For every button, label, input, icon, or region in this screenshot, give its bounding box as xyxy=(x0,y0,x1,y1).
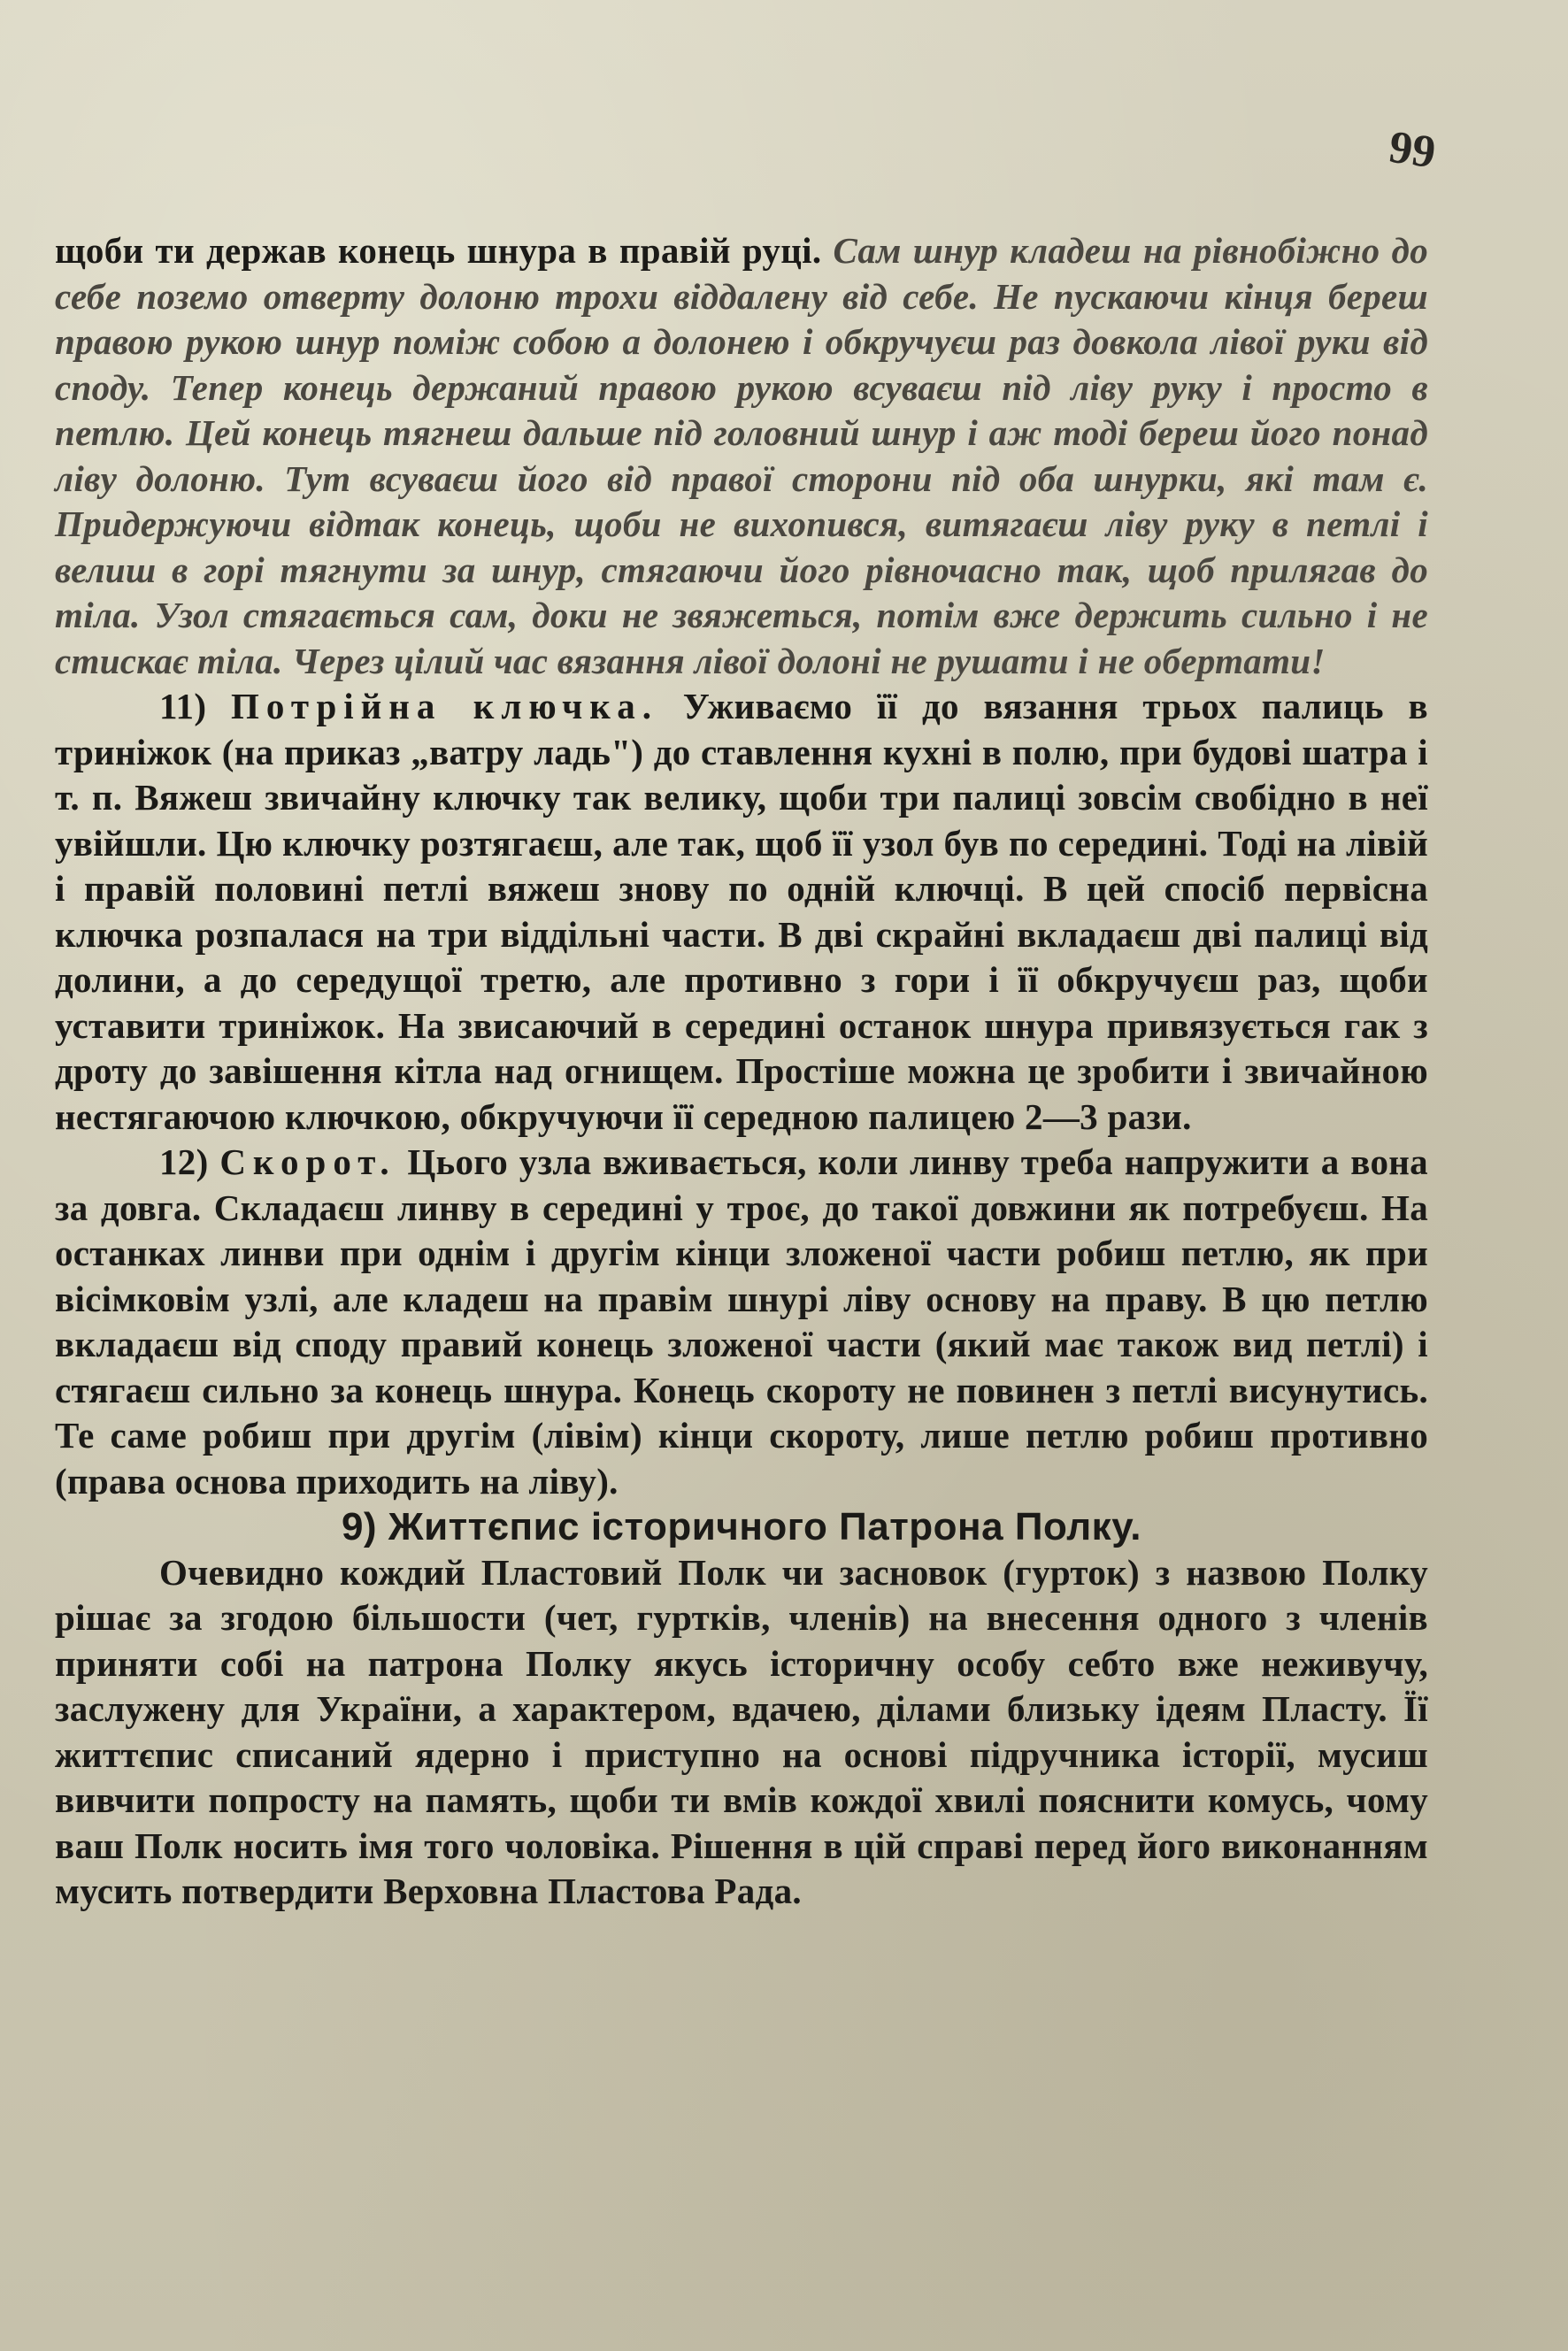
item-number: 11) xyxy=(159,686,207,726)
paragraph-text: Цього узла вживається, коли линву треба напружити а вона за довга. Складаєш линву в середині у троє, до такої довжини як потребуєш. На останках линви при однім і другім кінци зложеної части робиш петлю, як при вісімковім узлі, але кладеш на правім шнурі ліву основу на праву. В цю петлю вкладаєш від споду правий конець зложеної части (який має також вид петлі) і стягаєш сильно за конець шнура. Конець скороту не повинен з петлі висунутись. Те саме робиш при другім (лівім) кінци скороту, лише петлю робиш противно (права основа приходить на ліву). xyxy=(55,1141,1428,1502)
paragraph-text: Уживаємо її до вязання трьох палиць в триніжок (на приказ „ватру ладь") до ставлення кухні в полю, при будові шатра і т. п. Вяжеш звичайну ключку так велику, щоби три палиці зовсім свобідно в неї увійшли. Цю ключку розтягаєш, але так, щоб її узол був по середині. Тоді на лівій і правій половині петлі вяжеш знову по одній ключці. В цей спосіб первісна ключка розпалася на три віддільні части. В дві скрайні вкладаєш дві палиці від долини, а до середущої третю, але противно з гори і її обкручуєш раз, щоби уставити триніжок. На звисаючий в середині останок шнура привязується гак з дроту до завішення кітла над огнищем. Простіше можна це зробити і звичайною нестягаючою ключкою, обкручуючи її середною палицею 2—3 рази. xyxy=(55,686,1428,1137)
paragraph-sheepshank xyxy=(55,1140,1428,1504)
paragraph-text: щоби ти держав конець шнура в правій руці. xyxy=(55,230,822,271)
item-term: Потрійна ключка. xyxy=(230,686,659,726)
page-number: 99 xyxy=(1386,121,1439,179)
paragraph-patron-biography xyxy=(55,1550,1428,1915)
paragraph-triple-hitch xyxy=(55,684,1428,1140)
paragraph-knot-continuation xyxy=(55,228,1428,684)
paragraph-text-faded: Сам шнур кладеш на рівнобіжно до себе поземо отверту долоню трохи віддалену від себе. Не пускаючи кінця береш правою рукою шнур поміж собою а долонею і обкручуєш раз довкола лівої руки від споду. Тепер конець держаний правою рукою всуваєш під ліву руку і просто в петлю. Цей конець тягнеш дальше під головний шнур і аж тоді береш його понад ліву долоню. Тут всуваєш його від правої сторони під оба шнурки, які там є. Придержуючи відтак конець, щоби не вихопився, витягаєш ліву руку в петлі і велиш в горі тягнути за шнур, стягаючи його рівночасно так, щоб прилягав до тіла. Узол стягається сам, доки не звяжеться, потім вже держить сильно і не стискає тіла. Через цілий час вязання лівої долоні не рушати і не обертати! xyxy=(55,230,1428,681)
item-number: 12) xyxy=(159,1141,209,1182)
item-term: Скорот. xyxy=(219,1141,396,1182)
page-text xyxy=(55,228,1428,1915)
section-heading: 9) Життєпис історичного Патрона Полку. xyxy=(341,1505,1142,1548)
paragraph-text: Очевидно кождий Пластовий Полк чи засновок (гурток) з назвою Полку рішає за згодою більшости (чет, гуртків, членів) на внесення одного з членів приняти собі на патрона Полку якусь історичну особу себто вже неживучу, заслужену для України, а характером, вдачею, ділами близьку ідеям Пласту. Її життєпис списаний ядерно і приступно на основі підручника історії, мусиш вивчити попросту на память, щоби ти вмів кождої хвилі пояснити комусь, чому ваш Полк носить імя того чоловіка. Рішення в цій справі перед його виконанням мусить потвердити Верховна Пластова Рада. xyxy=(55,1551,1428,1911)
